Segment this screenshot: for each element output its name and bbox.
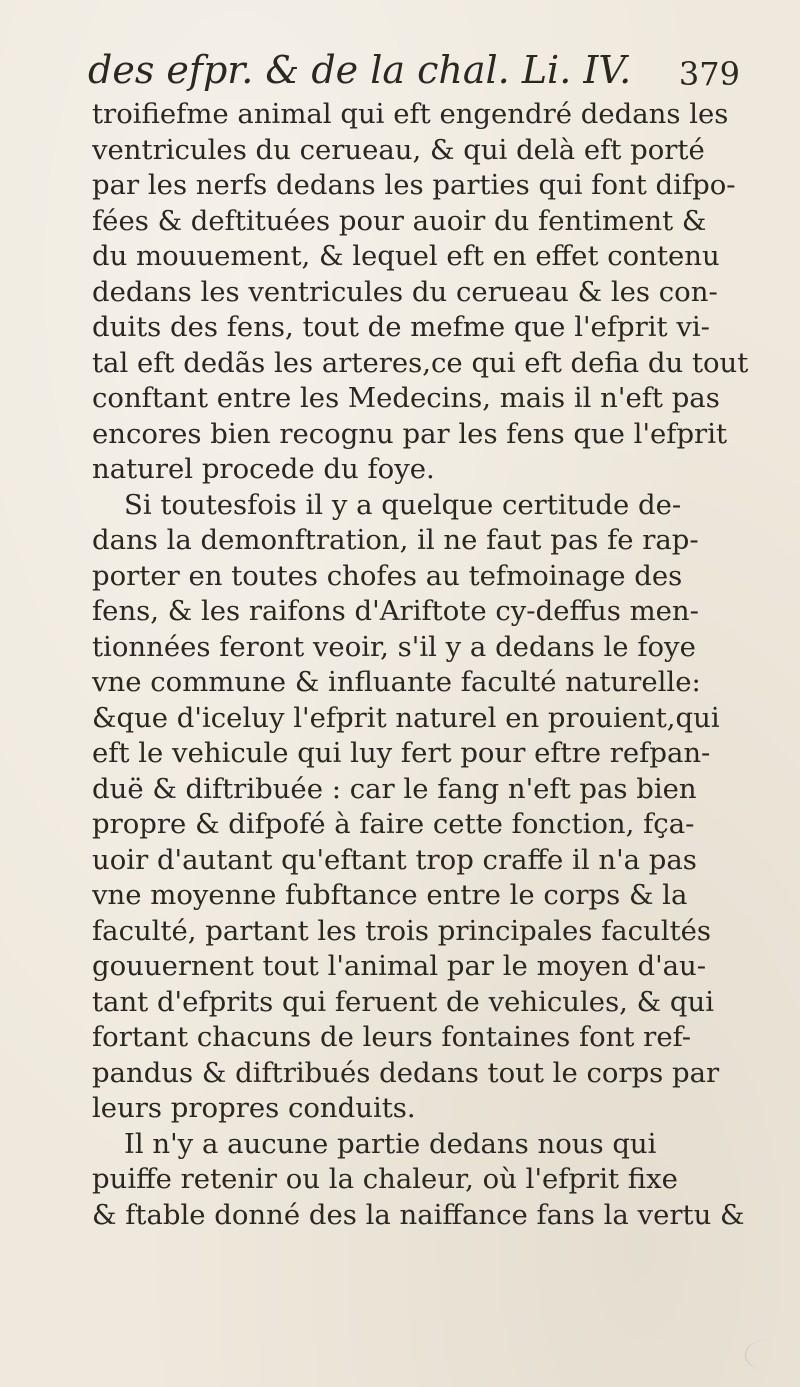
text-line: tant d'efprits qui feruent de vehicules, & qui: [92, 985, 714, 1018]
text-line: tal eft dedãs les arteres,ce qui eft defia du tout: [92, 346, 749, 379]
text-line: fens, & les raifons d'Ariftote cy-deffus men-: [92, 595, 699, 627]
paragraph-start-line: Si toutesfois il y a quelque certitude de-: [124, 488, 682, 521]
paragraph-start-line: Il n'y a aucune partie dedans nous qui: [124, 1127, 657, 1160]
text-line: fortant chacuns de leurs fontaines font ref-: [92, 1021, 692, 1053]
text-line: uoir d'autant qu'eftant trop craffe il n'a pas: [92, 843, 697, 876]
paper-stain: [745, 1340, 786, 1370]
text-line: propre & difpofé à faire cette fonction, fça-: [92, 808, 695, 840]
text-line: leurs propres conduits.: [92, 1092, 416, 1124]
text-line: tionnées feront veoir, s'il y a dedans le foye: [92, 630, 696, 663]
text-line: fées & deftituées pour auoir du fentiment &: [92, 204, 707, 237]
text-line: porter en toutes chofes au tefmoinage des: [92, 559, 683, 592]
page-number: 379: [678, 55, 740, 93]
text-line: faculté, partant les trois principales facultés: [92, 914, 712, 947]
text-line: dedans les ventricules du cerueau & les con-: [92, 275, 718, 308]
text-line: par les nerfs dedans les parties qui font difpo-: [92, 169, 736, 201]
text-line: naturel procede du foye.: [92, 453, 435, 485]
text-line: troifiefme animal qui eft engendré dedans les: [92, 98, 729, 130]
running-head: des efpr. & de la chal. Li. IV.: [88, 48, 632, 92]
text-line: ventricules du cerueau, & qui delà eft porté: [92, 133, 705, 166]
text-line: & ftable donné des la naiffance fans la vertu &: [92, 1198, 745, 1231]
text-line: vne moyenne fubftance entre le corps & la: [92, 879, 688, 911]
page-header: [88, 40, 778, 100]
text-line: dans la demonftration, il ne faut pas fe rap-: [92, 524, 699, 556]
text-line: du mouuement, & lequel eft en effet contenu: [92, 240, 720, 272]
text-line: duë & diftribuée : car le fang n'eft pas bien: [92, 772, 697, 805]
text-line: vne commune & influante faculté naturelle:: [92, 666, 701, 698]
text-line: pandus & diftribués dedans tout le corps par: [92, 1056, 720, 1089]
text-line: &que d'iceluy l'efprit naturel en prouient,qui: [92, 701, 720, 734]
text-line: encores bien recognu par les fens que l'efprit: [92, 417, 728, 450]
text-line: eft le vehicule qui luy fert pour eftre refpan-: [92, 737, 711, 769]
body-text: [92, 97, 782, 1233]
text-line: puiffe retenir ou la chaleur, où l'efprit fixe: [92, 1163, 678, 1195]
text-line: gouuernent tout l'animal par le moyen d'au-: [92, 950, 707, 982]
text-line: conftant entre les Medecins, mais il n'eft pas: [92, 382, 720, 414]
text-line: duits des fens, tout de mefme que l'efprit vi-: [92, 311, 710, 343]
